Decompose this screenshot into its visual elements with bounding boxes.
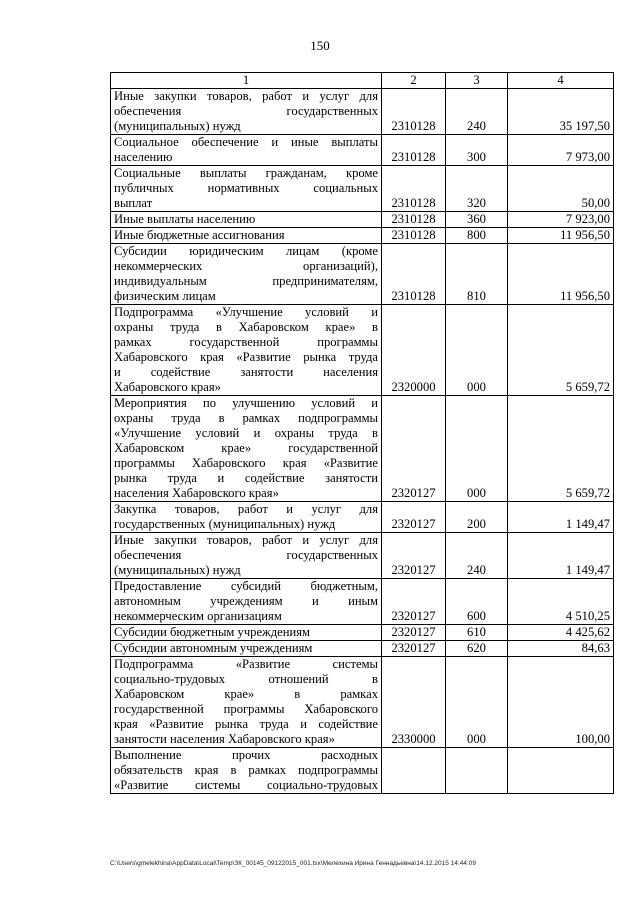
table-header-row	[111, 73, 614, 89]
row-expense-type: 800	[446, 228, 508, 244]
description-line: государственной программы Хабаровского	[114, 702, 378, 716]
description-line: Хабаровском крае» в рамках	[114, 687, 378, 701]
header-col-4: 4	[508, 73, 614, 89]
row-target-code: 2310128	[382, 228, 446, 244]
description-line: Предоставление субсидий бюджетным,	[114, 579, 378, 593]
description-line: (муниципальных) нужд	[114, 119, 241, 133]
table-row	[111, 748, 614, 794]
description-line: Хабаровском крае» государственной	[114, 441, 378, 455]
row-expense-type: 000	[446, 305, 508, 396]
table-row	[111, 228, 614, 244]
row-expense-type: 240	[446, 533, 508, 579]
row-amount: 35 197,50	[508, 89, 614, 135]
description-line: края «Развитие рынка труда и содействие	[114, 717, 378, 731]
description-line: Подпрограмма «Улучшение условий и	[114, 305, 378, 319]
row-target-code: 2320127	[382, 396, 446, 502]
table-row	[111, 502, 614, 533]
description-line: Хабаровского края»	[114, 380, 221, 394]
table-row	[111, 89, 614, 135]
row-description	[111, 396, 382, 502]
table-row	[111, 244, 614, 305]
row-expense-type: 600	[446, 579, 508, 625]
row-description	[111, 625, 382, 641]
description-line: автономным учреждениям и иным	[114, 594, 378, 608]
row-amount: 11 956,50	[508, 228, 614, 244]
description-line: некоммерческим организациям	[114, 609, 282, 623]
row-amount: 1 149,47	[508, 502, 614, 533]
row-amount: 1 149,47	[508, 533, 614, 579]
description-line: обязательств края в рамках подпрограммы	[114, 763, 378, 777]
row-amount: 5 659,72	[508, 396, 614, 502]
row-description	[111, 244, 382, 305]
row-description	[111, 657, 382, 748]
row-target-code: 2310128	[382, 135, 446, 166]
row-amount: 11 956,50	[508, 244, 614, 305]
row-target-code: 2310128	[382, 244, 446, 305]
description-line: охраны труда в Хабаровском крае» в	[114, 320, 378, 334]
row-description	[111, 533, 382, 579]
description-line: обеспечения государственных	[114, 548, 378, 562]
description-line: Иные выплаты населению	[114, 212, 256, 226]
page-number: 150	[310, 38, 330, 53]
table-row	[111, 135, 614, 166]
row-description	[111, 502, 382, 533]
description-line: выплат	[114, 196, 153, 210]
row-target-code	[382, 748, 446, 794]
row-amount: 5 659,72	[508, 305, 614, 396]
description-line: и содействие занятости населения	[114, 365, 378, 379]
description-line: Субсидии автономным учреждениям	[114, 641, 313, 655]
description-line: охраны труда в рамках подпрограммы	[114, 411, 378, 425]
description-line: занятости населения Хабаровского края»	[114, 732, 335, 746]
row-amount: 50,00	[508, 166, 614, 212]
description-line: государственных (муниципальных) нужд	[114, 517, 336, 531]
header-col-1: 1	[111, 73, 382, 89]
row-target-code: 2310128	[382, 212, 446, 228]
table-row	[111, 641, 614, 657]
header-col-2: 2	[382, 73, 446, 89]
description-line: индивидуальным предпринимателям,	[114, 274, 378, 288]
description-line: населению	[114, 150, 173, 164]
description-line: рынка труда и содействие занятости	[114, 471, 378, 485]
row-description	[111, 641, 382, 657]
description-line: социально-трудовых отношений в	[114, 672, 378, 686]
description-line: обеспечения государственных	[114, 104, 378, 118]
row-amount: 4 510,25	[508, 579, 614, 625]
file-path-footer: C:\Users\gmelekhina\AppData\Local\Temp\ЗК_00145_09122015_001.tsx\Мелехина Ирина Геннадьевна\14.12.2015 14:44:09	[110, 860, 476, 867]
description-line: рамках государственной программы	[114, 335, 378, 349]
row-target-code: 2320127	[382, 579, 446, 625]
row-amount: 84,63	[508, 641, 614, 657]
description-line: Мероприятия по улучшению условий и	[114, 396, 378, 410]
row-expense-type: 240	[446, 89, 508, 135]
row-target-code: 2310128	[382, 166, 446, 212]
row-expense-type: 000	[446, 657, 508, 748]
row-amount: 7 973,00	[508, 135, 614, 166]
row-description	[111, 579, 382, 625]
description-line: публичных нормативных социальных	[114, 181, 378, 195]
row-description	[111, 135, 382, 166]
description-line: Хабаровского края «Развитие рынка труда	[114, 350, 378, 364]
row-amount	[508, 748, 614, 794]
table-row	[111, 212, 614, 228]
table-row	[111, 305, 614, 396]
description-line: Субсидии бюджетным учреждениям	[114, 625, 310, 639]
row-target-code: 2320127	[382, 641, 446, 657]
description-line: Иные закупки товаров, работ и услуг для	[114, 533, 378, 547]
description-line: некоммерческих организаций),	[114, 259, 378, 273]
row-expense-type: 620	[446, 641, 508, 657]
row-expense-type: 000	[446, 396, 508, 502]
row-expense-type: 200	[446, 502, 508, 533]
description-line: Социальное обеспечение и иные выплаты	[114, 135, 378, 149]
table-row	[111, 579, 614, 625]
description-line: Социальные выплаты гражданам, кроме	[114, 166, 378, 180]
description-line: «Улучшение условий и охраны труда в	[114, 426, 378, 440]
description-line: физическим лицам	[114, 289, 216, 303]
description-line: Закупка товаров, работ и услуг для	[114, 502, 378, 516]
description-line: Субсидии юридическим лицам (кроме	[114, 244, 378, 258]
budget-table	[110, 72, 614, 794]
description-line: Подпрограмма «Развитие системы	[114, 657, 378, 671]
row-amount: 7 923,00	[508, 212, 614, 228]
row-expense-type: 320	[446, 166, 508, 212]
description-line: Иные бюджетные ассигнования	[114, 228, 285, 242]
table-row	[111, 657, 614, 748]
row-description	[111, 212, 382, 228]
row-target-code: 2320000	[382, 305, 446, 396]
row-amount: 4 425,62	[508, 625, 614, 641]
row-amount: 100,00	[508, 657, 614, 748]
row-target-code: 2320127	[382, 625, 446, 641]
row-description	[111, 166, 382, 212]
table-row	[111, 533, 614, 579]
row-target-code: 2320127	[382, 502, 446, 533]
description-line: Иные закупки товаров, работ и услуг для	[114, 89, 378, 103]
row-description	[111, 89, 382, 135]
table-row	[111, 396, 614, 502]
row-description	[111, 748, 382, 794]
table-row	[111, 625, 614, 641]
row-expense-type: 810	[446, 244, 508, 305]
row-expense-type	[446, 748, 508, 794]
table-row	[111, 166, 614, 212]
row-target-code: 2320127	[382, 533, 446, 579]
description-line: «Развитие системы социально-трудовых	[114, 778, 378, 792]
description-line: Выполнение прочих расходных	[114, 748, 378, 762]
row-description	[111, 305, 382, 396]
description-line: населения Хабаровского края»	[114, 486, 279, 500]
description-line: программы Хабаровского края «Развитие	[114, 456, 378, 470]
table-body	[111, 73, 614, 794]
row-target-code: 2330000	[382, 657, 446, 748]
row-target-code: 2310128	[382, 89, 446, 135]
row-description	[111, 228, 382, 244]
row-expense-type: 610	[446, 625, 508, 641]
header-col-3: 3	[446, 73, 508, 89]
row-expense-type: 360	[446, 212, 508, 228]
row-expense-type: 300	[446, 135, 508, 166]
description-line: (муниципальных) нужд	[114, 563, 241, 577]
